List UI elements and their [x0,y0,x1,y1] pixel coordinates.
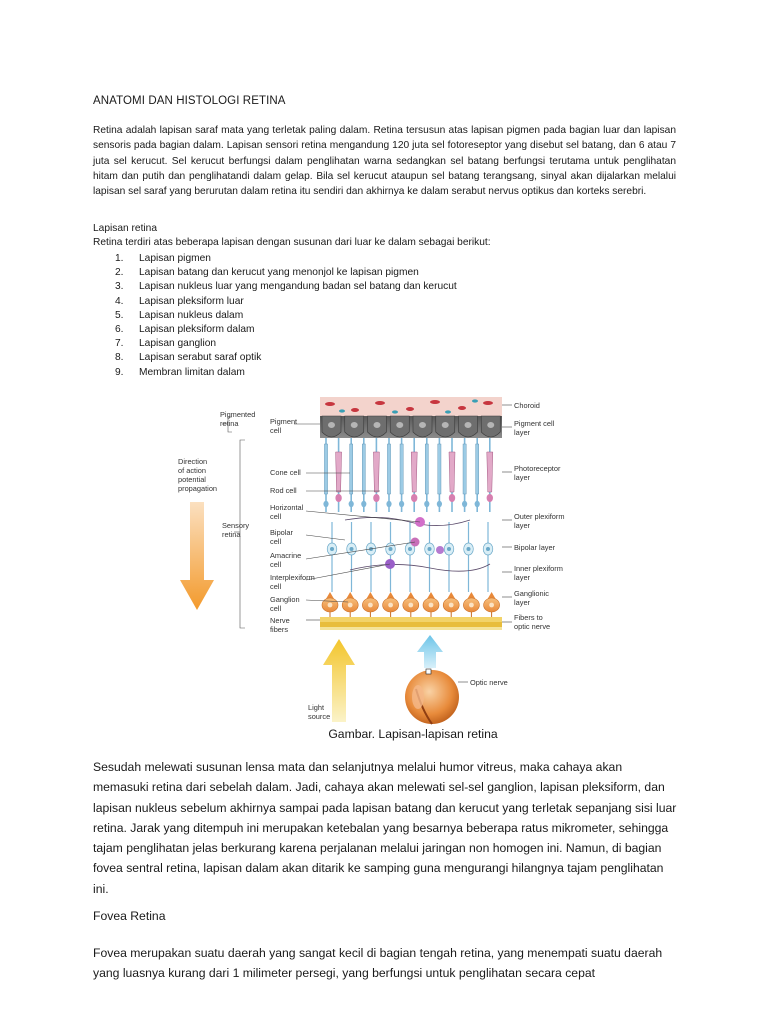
eyeball-icon [405,669,459,724]
layer-list-text: Lapisan serabut saraf optik [139,352,262,364]
sensory-retina-label [222,521,249,539]
layer-list-number: 5. [115,309,124,321]
svg-text:Direction: Direction [178,457,208,466]
svg-text:Pigment: Pigment [270,417,298,426]
rod-cell-label: Rod cell [270,486,297,495]
ganglionic-layer-label [514,589,549,607]
layer-list-item [93,295,457,309]
ganglion-cell-layer [322,592,500,618]
svg-text:propagation: propagation [178,484,218,493]
section-heading-fovea: Fovea Retina [93,909,166,923]
layer-list-text: Lapisan pleksiform luar [139,295,244,307]
layer-list-item [93,280,457,294]
layer-list-number: 2. [115,267,124,279]
svg-text:retina: retina [222,530,241,539]
svg-text:Photoreceptor: Photoreceptor [514,464,561,473]
inner-plexiform-layer-label [514,564,563,582]
document-title: ANATOMI DAN HISTOLOGI RETINA [93,95,286,107]
optic-nerve-label: Optic nerve [470,678,508,687]
svg-text:Pigmented: Pigmented [220,410,256,419]
photoreceptor-layer-label [514,464,561,482]
svg-text:cell: cell [270,512,282,521]
layer-list-item [93,366,457,380]
retina-layer-list [93,252,457,380]
arrow-up-icon [323,639,355,722]
svg-text:Interplexiform: Interplexiform [270,573,315,582]
svg-text:Ganglion: Ganglion [270,595,300,604]
svg-text:Bipolar: Bipolar [270,528,294,537]
layer-list-number: 6. [115,324,124,336]
svg-text:cell: cell [270,537,282,546]
svg-text:source: source [308,712,331,721]
svg-text:Light: Light [308,703,325,712]
layer-list-item [93,266,457,280]
layer-list-text: Lapisan nukleus dalam [139,309,244,321]
svg-text:Ganglionic: Ganglionic [514,589,549,598]
svg-text:layer: layer [514,573,531,582]
layer-list-number: 9. [115,366,124,378]
layer-list-text: Lapisan batang dan kerucut yang menonjol ke lapisan pigmen [139,267,419,279]
fibers-to-optic-nerve-label [514,613,550,631]
layer-list-number: 3. [115,281,124,293]
svg-text:layer: layer [514,598,531,607]
svg-text:cell: cell [270,604,282,613]
svg-text:retina: retina [220,419,239,428]
photoreceptor-layer [323,438,493,512]
retina-layers-figure [170,392,570,727]
amacrine-cell-label [270,551,301,569]
choroid-label: Choroid [514,401,540,410]
pigment-cell-label [270,417,297,435]
bipolar-cell-label [270,528,294,546]
svg-text:layer: layer [514,428,531,437]
layer-list-text: Membran limitan dalam [139,366,245,378]
layer-list-text: Lapisan nukleus luar yang mengandung badan sel batang dan kerucut [139,281,457,293]
interplexiform-cell-label [270,573,315,591]
bipolar-layer-label: Bipolar layer [514,543,556,552]
svg-text:cell: cell [270,560,282,569]
special-cells [385,517,444,569]
optic-nerve-arrow-icon [417,635,443,668]
svg-text:fibers: fibers [270,625,289,634]
inner-retina-cells [327,522,493,592]
svg-text:optic nerve: optic nerve [514,622,551,631]
svg-text:Nerve: Nerve [270,616,290,625]
layer-list-item [93,337,457,351]
layer-list-number: 4. [115,295,124,307]
svg-text:Outer plexiform: Outer plexiform [514,512,565,521]
svg-text:layer: layer [514,521,531,530]
layer-list-text: Lapisan pigmen [139,253,211,264]
svg-text:Horizontal: Horizontal [270,503,304,512]
svg-text:Inner plexiform: Inner plexiform [514,564,563,573]
light-source-label [308,703,330,721]
ganglion-cell-label [270,595,300,613]
layer-list-item [93,323,457,337]
figure-caption: Gambar. Lapisan-lapisan retina [328,727,498,741]
svg-text:of action: of action [178,466,206,475]
list-intro: Retina terdiri atas beberapa lapisan dengan susunan dari luar ke dalam sebagai berikut: [93,237,491,248]
svg-text:cell: cell [270,426,282,435]
svg-text:Amacrine: Amacrine [270,551,302,560]
layer-list-item [93,252,457,266]
svg-text:Sensory: Sensory [222,521,250,530]
svg-text:layer: layer [514,473,531,482]
svg-text:Fibers to: Fibers to [514,613,543,622]
svg-text:cell: cell [270,582,282,591]
body-paragraph-1: Sesudah melewati susunan lensa mata dan selanjutnya melalui humor vitreus, maka cahaya akan memasuki retina dari sebelah dalam. Jadi, cahaya akan melewati sel-sel ganglion, lapisan pleksiform, dan lapisan nukleus sebelum akhirnya sampai pada lapisan batang dan kerucut yang terletak sepanjang sisi luar retina. Jarak yang ditempuh ini merupakan ketebalan yang besarnya beberapa ratus mikrometer, sehingga tajam penglihatan jelas berkurang karena perjalanan melalui jaringan non homogen ini. Namun, di bagian fovea sentral retina, lapisan dalam akan ditarik ke samping guna mengurangi hilangnya tajam penglihatan ini. [93,760,677,896]
layer-list-item [93,351,457,365]
direction-label [178,457,217,493]
intro-paragraph: Retina adalah lapisan saraf mata yang terletak paling dalam. Retina tersusun atas lapisan pigmen pada bagian luar dan lapisan sensoris pada bagian dalam. Lapisan sensori retina mengandung 120 juta sel fotoreseptor yang disebut sel batang, dan 6 atau 7 juta sel kerucut. Sel kerucut berfungsi dalam penglihatan warna sedangkan sel batang berfungsi terutama untuk penglihatan hitam dan putih dan penglihatandi dalam gelap. Bila sel kerucut ataupun sel batang terangsang, sinyal akan dijalarkan melalui lapisan sel saraf yang berurutan dalam retina itu sendiri dan akhirnya ke dalam serabut nervus optikus dan korteks serebri. [93,125,676,198]
layer-list-number: 1. [115,253,124,264]
body-paragraph-2: Fovea merupakan suatu daerah yang sangat kecil di bagian tengah retina, yang menempati suatu daerah yang luasnya kurang dari 1 milimeter persegi, yang berfungsi untuk penglihatan secara cepat [93,946,663,981]
layer-list-number: 7. [115,338,124,350]
pigmented-retina-label [220,410,255,428]
nerve-fibers-label [270,616,290,634]
svg-text:potential: potential [178,475,206,484]
nerve-fiber-layer [320,617,502,630]
choroid-layer [320,397,502,417]
sub-heading-lapisan-retina: Lapisan retina [93,223,158,234]
svg-text:Pigment cell: Pigment cell [514,419,555,428]
pigment-cell-layer [320,416,502,438]
horizontal-cell-label [270,503,304,521]
layer-list-text: Lapisan pleksiform dalam [139,324,255,336]
cone-cell-label: Cone cell [270,468,301,477]
arrow-down-icon [180,502,214,610]
pigment-cell-layer-label [514,419,555,437]
outer-plexiform-layer-label [514,512,565,530]
layer-list-item [93,309,457,323]
layer-list-text: Lapisan ganglion [139,338,217,350]
layer-list-number: 8. [115,352,124,364]
